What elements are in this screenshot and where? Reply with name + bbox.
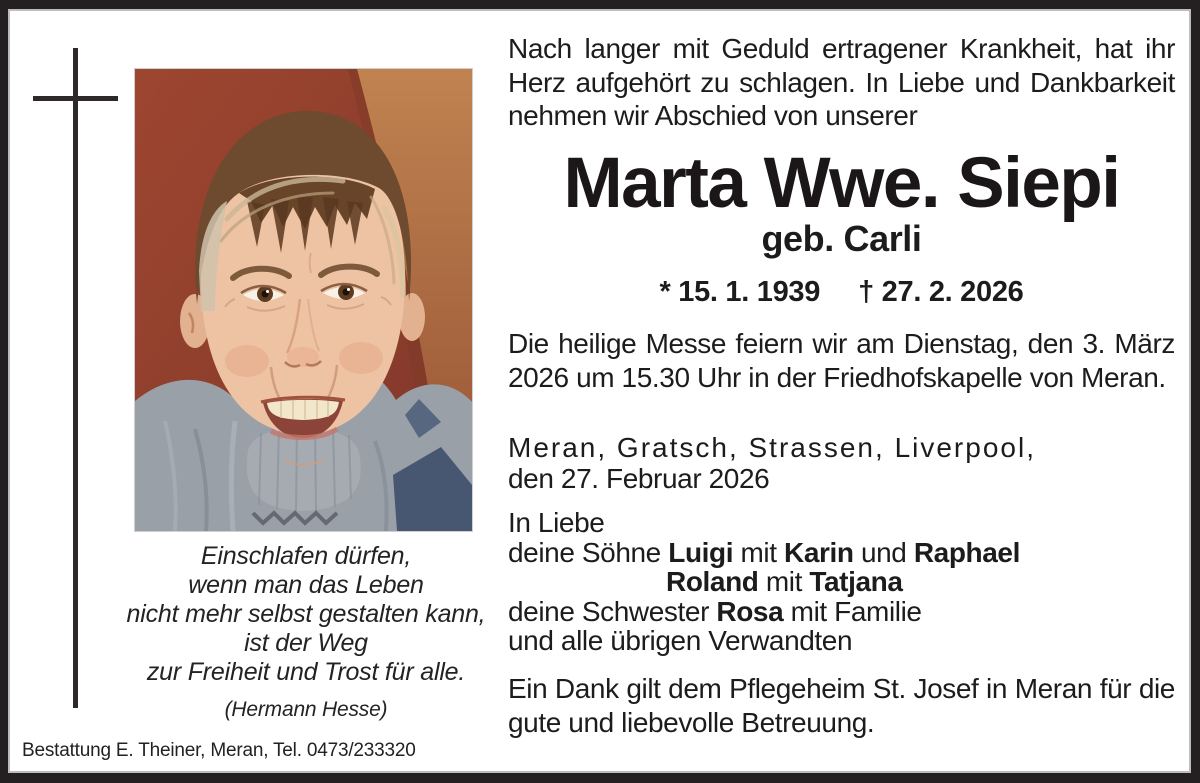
mourners-text: deine Söhne bbox=[508, 536, 669, 568]
mourners-text: mit bbox=[758, 566, 810, 597]
mourner-name: Karin bbox=[784, 536, 854, 568]
mourners-text: deine Schwester bbox=[508, 595, 717, 627]
places-line: Meran, Gratsch, Strassen, Liverpool, bbox=[508, 432, 1036, 463]
poem-line: zur Freiheit und Trost für alle. bbox=[146, 658, 466, 686]
mourners-text: mit bbox=[733, 536, 784, 568]
latin-cross-icon bbox=[33, 96, 118, 101]
birth-date: * 15. 1. 1939 bbox=[659, 276, 821, 308]
poem-author: (Hermann Hesse) bbox=[224, 698, 388, 721]
intro-paragraph: Nach langer mit Geduld ertragener Krankheit, hat ihr Herz aufgehört zu schlagen. In Liebe und Dankbarkeit nehmen wir Abschied von unserer bbox=[508, 33, 1175, 131]
mourners-line: In Liebe bbox=[508, 507, 605, 538]
mourners-block bbox=[508, 508, 1175, 656]
obituary-card bbox=[10, 11, 1189, 771]
deceased-name: Marta Wwe. Siepi bbox=[563, 144, 1120, 223]
mourners-line: und alle übrigen Verwandten bbox=[508, 625, 853, 656]
portrait-photo bbox=[134, 68, 473, 532]
mourner-name: Roland bbox=[666, 566, 759, 597]
mourners-text: und bbox=[853, 536, 914, 568]
mourners-text: mit Familie bbox=[783, 595, 922, 627]
life-dates bbox=[508, 276, 1175, 309]
poem-line: ist der Weg bbox=[244, 629, 368, 657]
thanks-paragraph: Ein Dank gilt dem Pflegeheim St. Josef in Meran für die gute und liebevolle Betreuung. bbox=[508, 673, 1175, 738]
mourners-line bbox=[508, 538, 1175, 568]
death-date: † 27. 2. 2026 bbox=[858, 276, 1024, 308]
maiden-name: geb. Carli bbox=[761, 218, 922, 259]
poem-line: wenn man das Leben bbox=[188, 571, 424, 599]
mass-paragraph: Die heilige Messe feiern wir am Dienstag, den 3. März 2026 um 15.30 Uhr in der Friedhofskapelle von Meran. bbox=[508, 328, 1175, 393]
funeral-home-line: Bestattung E. Theiner, Meran, Tel. 0473/233320 bbox=[22, 740, 416, 761]
date-line: den 27. Februar 2026 bbox=[508, 463, 770, 494]
mourner-name: Luigi bbox=[668, 536, 734, 568]
mourners-line bbox=[508, 597, 1175, 627]
mourners-line bbox=[666, 567, 1175, 597]
mourner-name: Rosa bbox=[716, 595, 784, 627]
portrait-photo-illustration bbox=[135, 69, 472, 531]
latin-cross-icon bbox=[73, 48, 78, 708]
poem-line: Einschlafen dürfen, bbox=[200, 542, 412, 570]
mourner-name: Raphael bbox=[913, 536, 1020, 568]
mourner-name: Tatjana bbox=[809, 566, 903, 597]
poem bbox=[110, 542, 502, 724]
poem-line: nicht mehr selbst gestalten kann, bbox=[126, 600, 486, 628]
